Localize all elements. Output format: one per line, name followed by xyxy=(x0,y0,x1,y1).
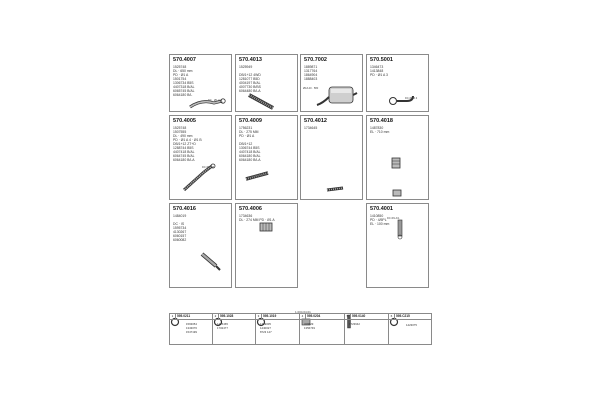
accessory-code: 595.C215 xyxy=(396,314,410,318)
part-code: 570.4018 xyxy=(370,118,393,124)
flex-pipe-icon xyxy=(391,188,403,198)
column-number: 3 xyxy=(256,314,262,319)
section-title: 1.004.04.01 xyxy=(295,310,311,314)
part-code: 570.4001 xyxy=(370,206,393,212)
accessory-column[interactable] xyxy=(170,314,213,344)
accessory-column[interactable] xyxy=(300,314,345,344)
part-line: 1346473 xyxy=(370,65,384,69)
part-line: 6064480 B/LA xyxy=(239,89,261,93)
part-line: 1864904 xyxy=(304,73,318,77)
accessory-line: 1719005 xyxy=(260,322,271,326)
accessory-header xyxy=(256,314,299,320)
part-line: 6065745 B/AL xyxy=(173,89,195,93)
part-code: 570.4012 xyxy=(304,118,327,124)
part-line: 1501754 xyxy=(173,77,187,81)
part-code: 570.4007 xyxy=(173,57,196,63)
part-line: DL · 274 MM PD · Ø1 A xyxy=(239,218,275,222)
end-pipe-icon xyxy=(198,250,224,272)
column-number: 6 xyxy=(389,314,395,319)
part-line: DL · 275 MM xyxy=(239,130,259,134)
accessory-header xyxy=(300,314,344,320)
part-card[interactable] xyxy=(366,54,429,112)
accessory-code: 595.0204 xyxy=(307,314,321,318)
part-code: 570.4005 xyxy=(173,118,196,124)
part-tag: DC Ø1 A/1 xyxy=(387,217,400,220)
exhaust-pipe-icon xyxy=(188,95,230,111)
part-line: 6064180 B/LA xyxy=(173,158,195,162)
part-line: 6060157 xyxy=(173,234,187,238)
column-number: 2 xyxy=(213,314,219,319)
part-tag: DC Ø1 A 3 xyxy=(405,97,418,100)
part-line: PD · Ø1 A xyxy=(173,73,189,77)
part-line: 1281077 B5D xyxy=(239,77,260,81)
part-line: 4407318 B/AL xyxy=(173,85,195,89)
part-line: PD · 4/5PL xyxy=(370,218,387,222)
part-code: 570.4006 xyxy=(239,206,262,212)
part-code: 570.7002 xyxy=(304,57,327,63)
part-line: 1306744 B5S xyxy=(239,146,260,150)
part-line: 6064180 B/L xyxy=(173,93,193,97)
straight-pipe-icon xyxy=(244,170,270,182)
part-line: EL · 100 mm xyxy=(370,222,390,226)
part-line: 1507555 xyxy=(173,130,187,134)
part-card[interactable] xyxy=(300,115,363,200)
part-line: 4407418 B/AL xyxy=(239,150,261,154)
part-card[interactable] xyxy=(169,54,232,112)
part-line: 1525748 xyxy=(173,126,187,130)
part-line: 6064180 B/LA xyxy=(239,158,261,162)
accessory-header xyxy=(345,314,388,320)
accessory-column[interactable] xyxy=(345,314,389,344)
part-line: 1413848 xyxy=(370,69,384,73)
part-card[interactable] xyxy=(169,115,232,200)
part-line: 4004197 B/AL xyxy=(239,81,261,85)
part-line: 6064745 B/AL xyxy=(173,154,195,158)
accessory-line: 1425465 xyxy=(217,322,228,326)
part-line: PD · Ø1 A xyxy=(239,134,255,138)
accessory-code: 595.0211 xyxy=(177,314,191,318)
accessory-table xyxy=(169,313,432,345)
part-card[interactable] xyxy=(366,203,429,288)
part-card[interactable] xyxy=(169,203,232,288)
accessory-code: 595.0140 xyxy=(352,314,366,318)
part-card[interactable] xyxy=(235,115,298,200)
part-code: 570.5001 xyxy=(370,57,393,63)
column-number: 1 xyxy=(170,314,176,319)
part-line: 1888403 xyxy=(304,77,318,81)
part-line: 1734636 xyxy=(239,214,253,218)
clamp-icon xyxy=(393,218,407,240)
accessory-line: 1423075 xyxy=(406,323,417,327)
accessory-line: 1593054 xyxy=(186,322,197,326)
flex-pipe-icon xyxy=(389,156,403,170)
accessory-column[interactable] xyxy=(256,314,300,344)
part-line: DL · 650 mm xyxy=(173,69,193,73)
part-card[interactable] xyxy=(235,203,298,288)
accessory-header xyxy=(170,314,212,320)
accessory-line: 1723642 xyxy=(349,322,360,326)
column-number: 4 xyxy=(300,314,306,319)
accessory-line: 1440027 xyxy=(260,326,271,330)
accessory-column[interactable] xyxy=(389,314,431,344)
part-line: 1288744 B5S xyxy=(173,146,194,150)
muffler-icon xyxy=(315,83,359,111)
part-line: 6060082 xyxy=(173,238,187,242)
part-line: 1487830 xyxy=(370,126,384,130)
accessory-line: 328629 xyxy=(304,322,314,326)
elbow-pipe-icon xyxy=(387,93,417,107)
corrugated-pipe-icon xyxy=(246,91,276,111)
accessory-line: 1343076 xyxy=(186,326,197,330)
part-line: 1734645 xyxy=(304,126,318,130)
flex-pipe-icon xyxy=(258,221,274,233)
part-line: 4007730 B/BS xyxy=(239,85,261,89)
part-line: 1595734 xyxy=(173,226,187,230)
part-line: 1756231 xyxy=(239,126,253,130)
part-line: 1317764 xyxy=(304,69,318,73)
part-line: DB/1+12 xyxy=(239,142,253,146)
part-line: 4130267 xyxy=(173,230,187,234)
part-line: DC · IS xyxy=(173,222,185,226)
part-line: 1306734 B5S xyxy=(173,81,194,85)
accessory-code: 595.1028 xyxy=(220,314,234,318)
part-line: 1889871 xyxy=(304,65,318,69)
accessory-line: 1356749 xyxy=(304,326,315,330)
exhaust-pipe-icon xyxy=(180,162,220,194)
part-tag: Ø1/140 · 580 xyxy=(303,87,319,90)
part-code: 570.4009 xyxy=(239,118,262,124)
part-line: DB/1+12 4WD xyxy=(239,73,261,77)
straight-pipe-icon xyxy=(325,184,345,194)
part-line: 1410850 xyxy=(370,214,384,218)
part-card[interactable] xyxy=(300,54,363,112)
part-card[interactable] xyxy=(235,54,298,112)
part-tag: DC · Ø1 A xyxy=(208,99,220,102)
part-card[interactable] xyxy=(366,115,429,200)
part-tag: DC Ø1 A 3 xyxy=(202,166,215,169)
part-line: 1484019 xyxy=(173,214,187,218)
part-line: DL · 490 mm xyxy=(173,134,193,138)
accessory-code: 595.1019 xyxy=(263,314,277,318)
column-number: 5 xyxy=(345,314,351,319)
accessory-header xyxy=(213,314,255,320)
part-code: 570.4013 xyxy=(239,57,262,63)
accessory-header xyxy=(389,314,431,320)
part-line: 1525949 xyxy=(239,65,253,69)
part-line: PD · Ø1 A 4 · Ø1 B xyxy=(173,138,202,142)
part-line: PD · Ø1 A 3 xyxy=(370,73,388,77)
accessory-column[interactable] xyxy=(213,314,256,344)
part-line: 6064180 B/AL xyxy=(239,154,261,158)
accessory-line: 1547199 xyxy=(186,330,197,334)
part-line: EL · 710 mm xyxy=(370,130,390,134)
accessory-line: 8723 147 xyxy=(260,330,272,334)
part-code: 570.4016 xyxy=(173,206,196,212)
part-line: 1525748 xyxy=(173,65,187,69)
part-line: DB/1+12 ZT+D xyxy=(173,142,196,146)
accessory-line: 1702477 xyxy=(217,326,228,330)
part-line: 4407418 B/AL xyxy=(173,150,195,154)
